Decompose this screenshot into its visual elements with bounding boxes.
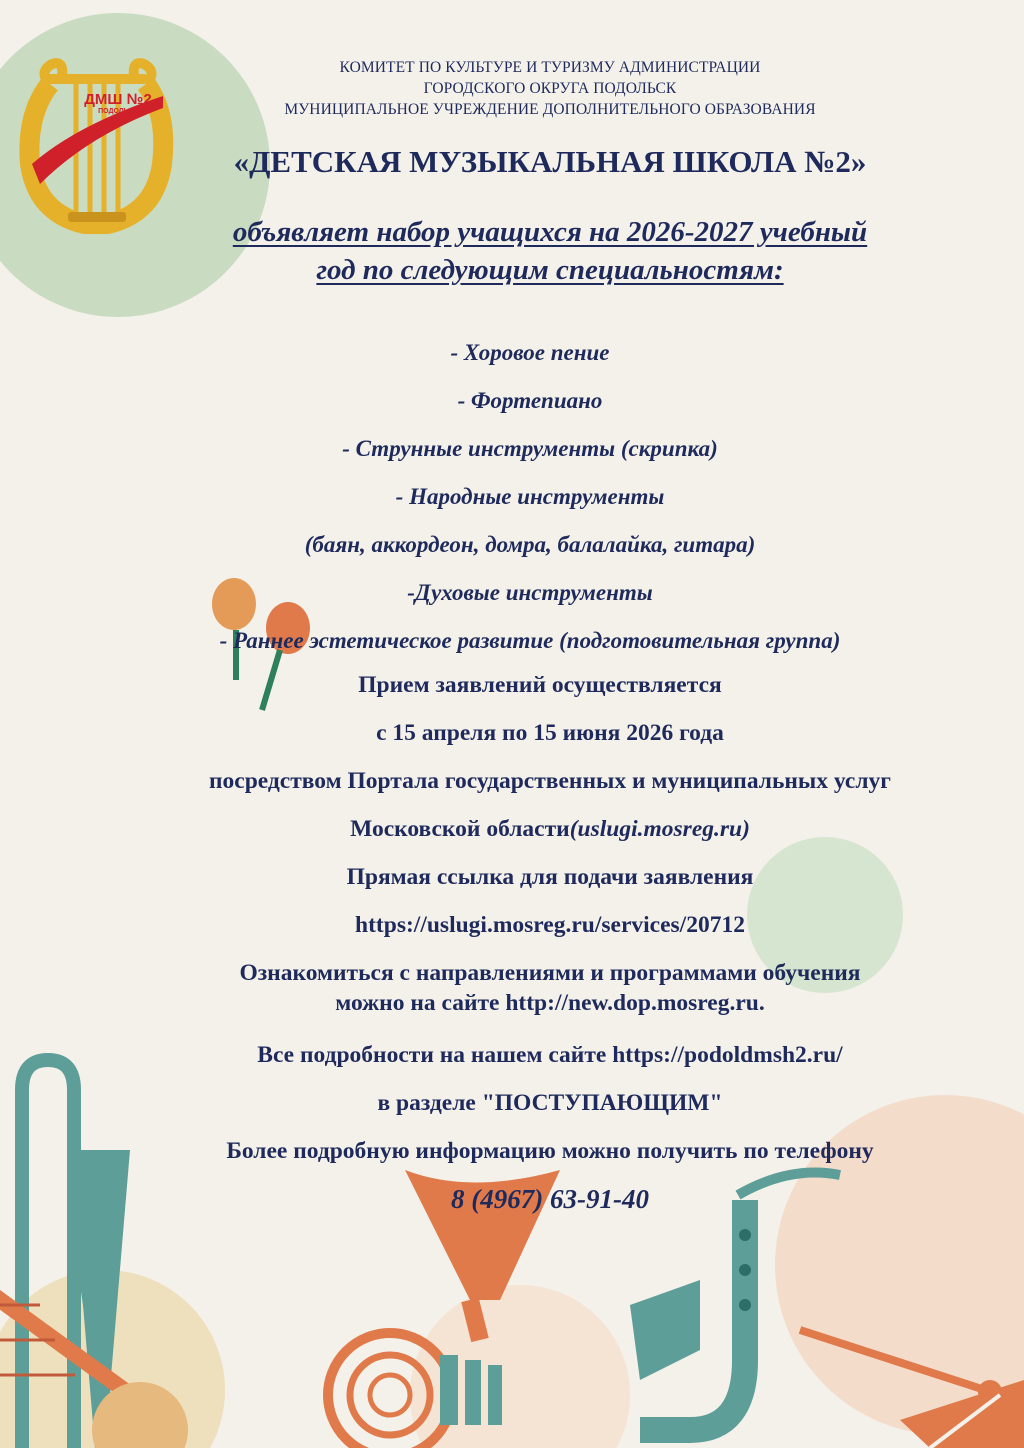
specialty-item: (баян, аккордеон, домра, балалайка, гитара) <box>304 532 756 557</box>
specialty-item: - Народные инструменты <box>395 484 665 509</box>
organization-header <box>180 57 920 120</box>
programs-block <box>60 958 1024 1018</box>
direct-link[interactable]: https://uslugi.mosreg.ru/services/20712 <box>355 912 745 938</box>
applications-dates: с 15 апреля по 15 июня 2026 года <box>376 720 724 746</box>
specialties-list <box>40 334 1020 670</box>
specialty-item: - Хоровое пение <box>450 340 610 365</box>
programs-line-1: Ознакомиться с направлениями и программами обучения <box>239 960 861 986</box>
school-logo <box>18 44 176 234</box>
specialty-item: - Раннее эстетическое развитие (подготовительная группа) <box>219 628 841 653</box>
logo-caption-main: ДМШ №2 <box>84 91 152 108</box>
region-link[interactable]: (uslugi.mosreg.ru) <box>569 816 750 842</box>
direct-link-label: Прямая ссылка для подачи заявления <box>346 864 754 890</box>
phone-label: Более подробную информацию можно получить по телефону <box>226 1138 874 1164</box>
logo-caption <box>78 92 158 115</box>
programs-line-2[interactable]: можно на сайте http://new.dop.mosreg.ru. <box>335 990 765 1016</box>
region-line <box>60 814 1024 844</box>
details-text[interactable]: Все подробности на нашем сайте https://podoldmsh2.ru/ <box>257 1042 843 1068</box>
header-line-3: МУНИЦИПАЛЬНОЕ УЧРЕЖДЕНИЕ ДОПОЛНИТЕЛЬНОГО ОБРАЗОВАНИЯ <box>284 101 816 118</box>
phone-number[interactable] <box>60 1184 1024 1214</box>
lyre-icon <box>18 44 176 234</box>
section-text: в разделе "ПОСТУПАЮЩИМ" <box>377 1090 723 1116</box>
header-line-2: ГОРОДСКОГО ОКРУГА ПОДОЛЬСК <box>423 80 677 97</box>
logo-caption-sub: ПОДОЛЬСК <box>98 108 138 115</box>
region-text: Московской области <box>350 816 570 842</box>
phone-number-text[interactable]: 8 (4967) 63-91-40 <box>451 1184 649 1214</box>
specialty-item: - Струнные инструменты (скрипка) <box>342 436 718 461</box>
page-title: «ДЕТСКАЯ МУЗЫКАЛЬНАЯ ШКОЛА №2» <box>233 144 867 179</box>
announcement-line-2: год по следующим специальностям: <box>316 254 784 286</box>
portal-text: посредством Портала государственных и муниципальных услуг <box>209 768 891 794</box>
header-line-1: КОМИТЕТ ПО КУЛЬТУРЕ И ТУРИЗМУ АДМИНИСТРАЦИИ <box>339 59 761 76</box>
specialty-item: - Фортепиано <box>457 388 603 413</box>
applications-text: Прием заявлений осуществляется <box>358 672 722 698</box>
announcement-line-1: объявляет набор учащихся на 2026-2027 учебный <box>232 216 868 248</box>
specialty-item: -Духовые инструменты <box>407 580 653 605</box>
announcement <box>120 213 980 289</box>
